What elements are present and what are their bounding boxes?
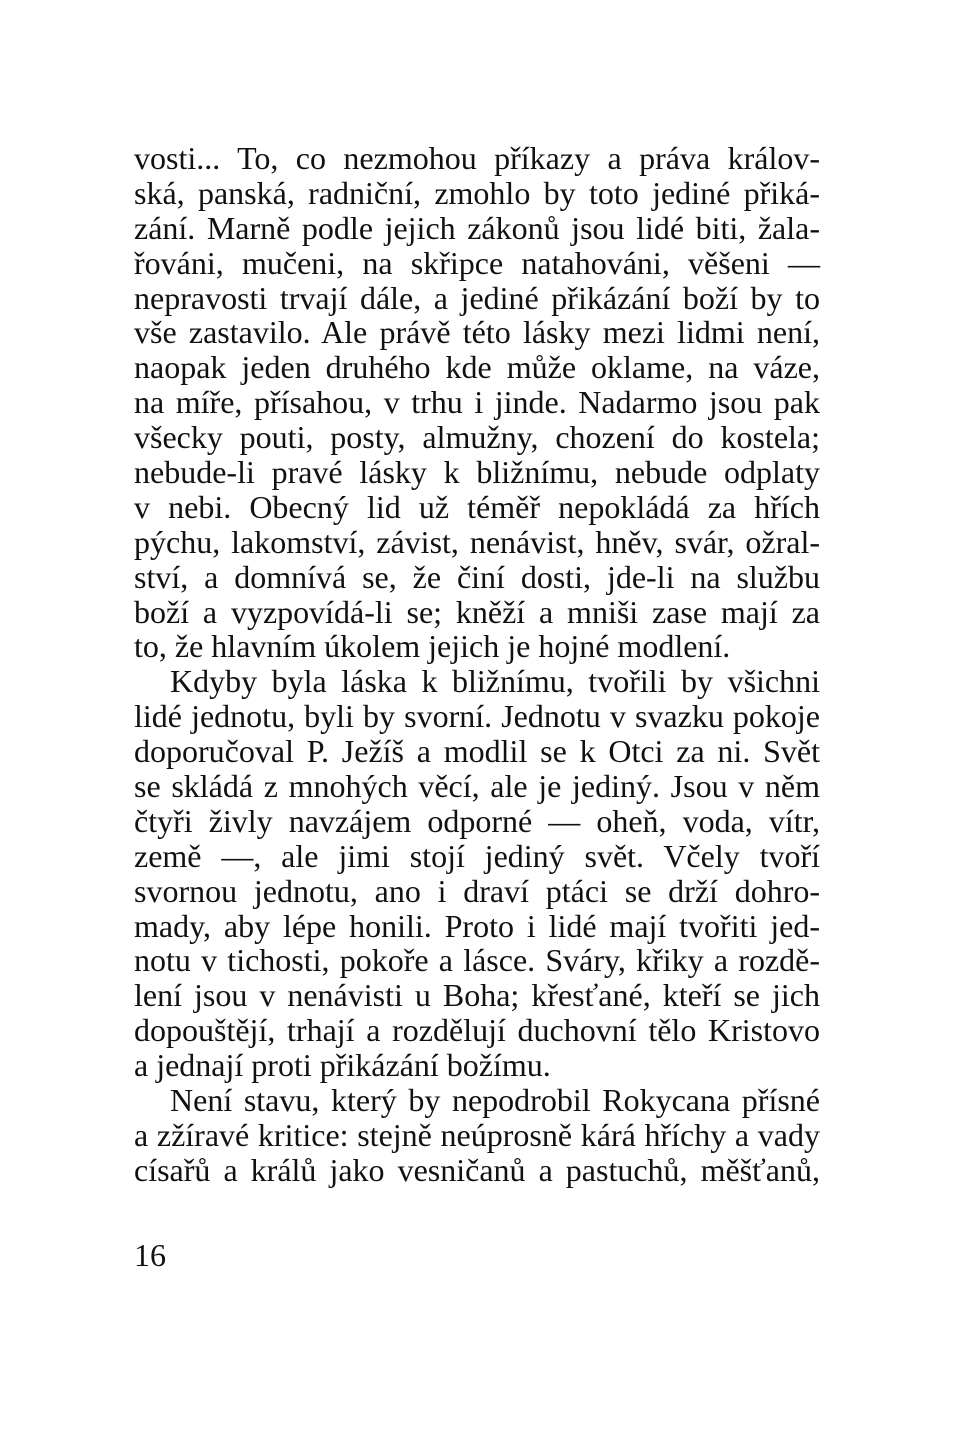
text-line: lení jsou v nenávisti u Boha; křesťané, kteří se jich [134, 977, 820, 1014]
text-line: čtyři živly navzájem odporné — oheň, voda, vítr, [134, 802, 820, 839]
text-line: nebude-li pravé lásky k bližnímu, nebude odplaty [134, 454, 820, 491]
text-line: to, že hlavním úkolem jejich je hojné modlení. [134, 628, 731, 665]
text-line: řováni, mučeni, na skřipce natahováni, věšeni — [134, 244, 820, 281]
text-line: Kdyby byla láska k bližnímu, tvořili by všichni [170, 663, 820, 700]
text-line: se skládá z mnohých věcí, ale je jediný. Jsou v něm [134, 768, 820, 805]
text-line: všecky pouti, posty, almužny, chození do kostela; [134, 419, 820, 456]
text-line: a zžíravé kritice: stejně neúprosně kárá hříchy a vady [134, 1116, 820, 1153]
text-line: notu v tichosti, pokoře a lásce. Sváry, křiky a rozdě- [134, 942, 820, 979]
text-line: císařů a králů jako vesničanů a pastuchů, měšťanů, [134, 1151, 820, 1188]
text-line: doporučoval P. Ježíš a modlil se k Otci za ni. Svět [134, 733, 820, 770]
text-line: na míře, přísahou, v trhu i jinde. Nadarmo jsou pak [134, 384, 820, 421]
text-line: mady, aby lépe honili. Proto i lidé mají tvořiti jed- [134, 907, 820, 944]
body-text [134, 141, 820, 1188]
text-line: vosti... To, co nezmohou příkazy a práva králov- [134, 140, 820, 176]
text-line: ství, a domnívá se, že činí dosti, jde-li na službu [134, 558, 820, 595]
text-line: dopouštějí, trhají a rozdělují duchovní tělo Kristovo [134, 1012, 820, 1049]
page-number: 16 [134, 1237, 166, 1273]
text-line: svornou jednotu, ano i draví ptáci se drží dohro- [134, 872, 820, 909]
text-line: v nebi. Obecný lid už téměř nepokládá za hřích [134, 488, 820, 525]
text-line: pýchu, lakomství, závist, nenávist, hněv, svár, ožral- [134, 523, 820, 560]
text-line: zání. Marně podle jejich zákonů jsou lidé biti, žala- [134, 209, 820, 246]
text-line: nepravosti trvají dále, a jediné přikázání boží by to [134, 279, 820, 316]
text-line: boží a vyzpovídá-li se; kněží a mniši zase mají za [134, 593, 820, 630]
text-line: lidé jednotu, byli by svorní. Jednotu v svazku pokoje [134, 698, 820, 735]
text-line: vše zastavilo. Ale právě této lásky mezi lidmi není, [134, 314, 820, 351]
text-line: ská, panská, radniční, zmohlo by toto jediné přiká- [134, 174, 820, 211]
text-line: a jednají proti přikázání božímu. [134, 1047, 551, 1084]
text-line: naopak jeden druhého kde může oklame, na váze, [134, 349, 820, 386]
text-line: země —, ale jimi stojí jediný svět. Včely tvoří [134, 837, 820, 874]
text-line: Není stavu, který by nepodrobil Rokycana přísné [170, 1082, 820, 1119]
